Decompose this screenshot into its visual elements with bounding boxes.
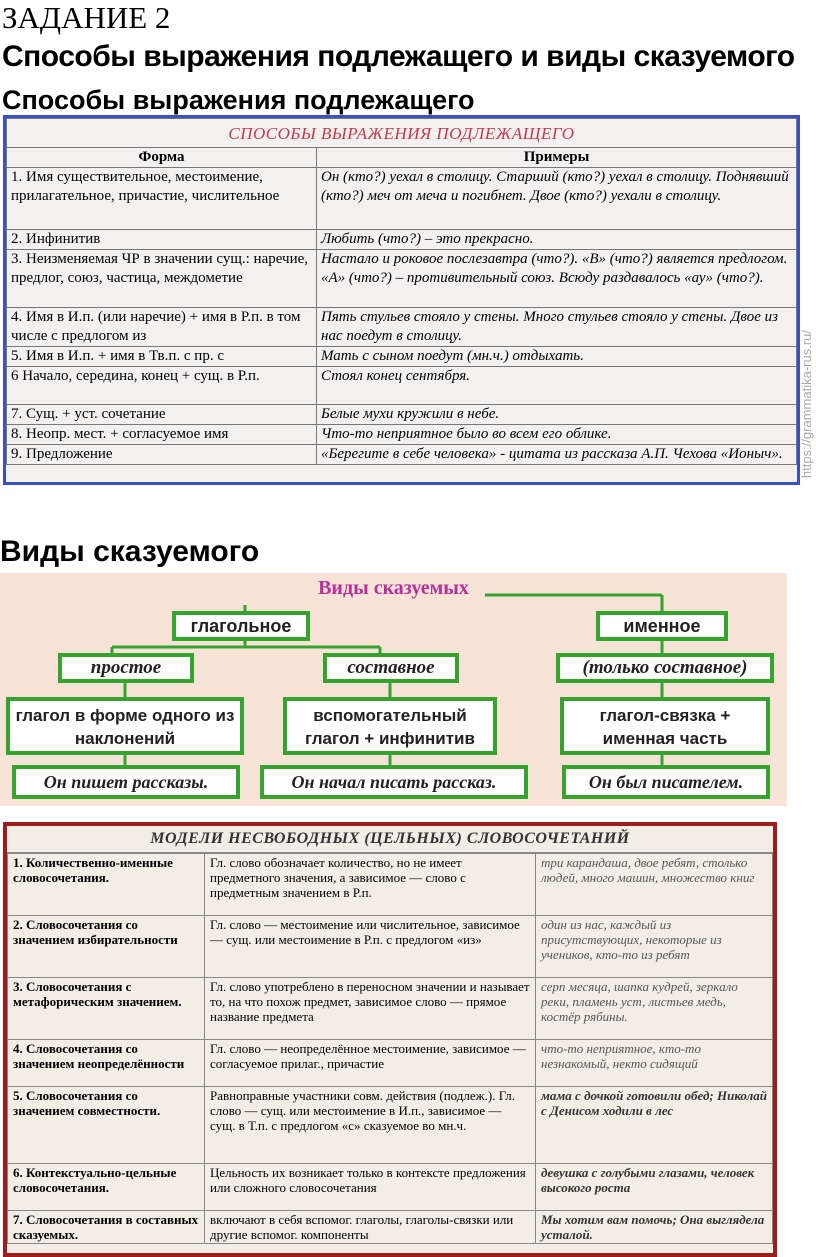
form-cell: 6 Начало, середина, конец + сущ. в Р.п. <box>7 367 317 405</box>
table-row <box>8 1164 773 1211</box>
only-compound-box: (только составное) <box>556 653 774 683</box>
example-cell: один из нас, каждый из присутствующих, некоторые из учеников, кто-то из ребят <box>536 916 773 978</box>
compound-description-box: вспомогательный глагол + инфинитив <box>283 697 497 755</box>
table-row <box>8 916 773 978</box>
description-cell: Гл. слово — неопределённое местоимение, зависимое — согласуемое прилаг., причастие <box>205 1040 536 1087</box>
table-row <box>7 308 797 347</box>
form-cell: 5. Имя в И.п. + имя в Тв.п. с пр. с <box>7 347 317 367</box>
example-cell: Что-то неприятное было во всем его облике. <box>317 425 797 445</box>
simple-box: простое <box>58 653 194 683</box>
verbal-box: глагольное <box>172 611 310 641</box>
example-cell: серп месяца, шапка кудрей, зеркало реки, пламень уст, листьев медь, костёр рябины. <box>536 978 773 1040</box>
example-cell: Пять стульев стояло у стены. Много стульев стояло у стены. Двое из нас поедут в столицу. <box>317 308 797 347</box>
name-cell: 6. Контекстуально-цельные словосочетания. <box>8 1164 205 1211</box>
example-cell: Он (кто?) уехал в столицу. Старший (кто?) уехал в столицу. Поднявший (кто?) меч от меча и погибнет. Двое (кто?) уехали в столицу. <box>317 168 797 230</box>
watermark: https://grammatika-rus.ru/ <box>799 330 814 479</box>
example-cell: Мы хотим вам помочь; Она выглядела усталой. <box>536 1211 773 1244</box>
name-cell: 7. Словосочетания в составных сказуемых. <box>8 1211 205 1244</box>
form-cell: 8. Неопр. мест. + согласуемое имя <box>7 425 317 445</box>
example-cell: Любить (что?) – это прекрасно. <box>317 230 797 250</box>
form-cell: 2. Инфинитив <box>7 230 317 250</box>
example-cell: девушка с голубыми глазами, человек высокого роста <box>536 1164 773 1211</box>
table-row <box>7 250 797 308</box>
compound-box: составное <box>323 653 459 683</box>
name-cell: 2. Словосочетания со значением избирательности <box>8 916 205 978</box>
nominal-description-box: глагол-связка + именная часть <box>560 697 770 755</box>
section-heading-subject: Способы выражения подлежащего <box>2 85 475 115</box>
description-cell: включают в себя вспомог. глаголы, глаголы-связки или другие вспомог. компоненты <box>205 1211 536 1244</box>
form-cell: 4. Имя в И.п. (или наречие) + имя в Р.п. в том числе с предлогом из <box>7 308 317 347</box>
example-compound: Он начал писать рассказ. <box>260 765 528 799</box>
name-cell: 3. Словосочетания с метафорическим значением. <box>8 978 205 1040</box>
example-cell: мама с дочкой готовили обед; Николай с Денисом ходили в лес <box>536 1087 773 1164</box>
example-cell: Стоял конец сентября. <box>317 367 797 405</box>
table-caption: СПОСОБЫ ВЫРАЖЕНИЯ ПОДЛЕЖАЩЕГО <box>7 119 797 148</box>
description-cell: Равноправные участники совм. действия (подлеж.). Гл. слово — сущ. или местоимение в И.п., зависимое — сущ. в Т.п. с предлогом «с» сказуемое во мн.ч. <box>205 1087 536 1164</box>
table-row <box>7 405 797 425</box>
section-heading-predicate: Виды сказуемого <box>0 535 260 568</box>
table-row <box>7 347 797 367</box>
table-row <box>7 168 797 230</box>
form-cell: 1. Имя существительное, местоимение, прилагательное, причастие, числительное <box>7 168 317 230</box>
description-cell: Гл. слово — местоимение или числительное, зависимое — сущ. или местоимение в Р.п. с предлогом «из» <box>205 916 536 978</box>
form-cell: 9. Предложение <box>7 445 317 465</box>
table-row <box>8 1211 773 1244</box>
table-row <box>7 445 797 465</box>
table-row <box>8 854 773 916</box>
predicate-diagram <box>0 573 787 806</box>
table-caption: МОДЕЛИ НЕСВОБОДНЫХ (ЦЕЛЬНЫХ) СЛОВОСОЧЕТАНИЙ <box>7 826 773 853</box>
table-row <box>8 1087 773 1164</box>
table-row <box>8 1040 773 1087</box>
page-title: Способы выражения подлежащего и виды сказуемого <box>2 40 795 73</box>
table-row <box>8 978 773 1040</box>
description-cell: Цельность их возникает только в контексте предложения или сложного словосочетания <box>205 1164 536 1211</box>
example-cell: «Берегите в себе человека» - цитата из рассказа А.П. Чехова «Ионыч». <box>317 445 797 465</box>
example-nominal: Он был писателем. <box>562 765 770 799</box>
example-cell: Настало и роковое послезавтра (что?). «В» (что?) является предлогом. «А» (что?) – противительный союз. Всюду раздавалось «ау» (что?). <box>317 250 797 308</box>
phrases-table <box>3 822 777 1257</box>
example-cell: Мать с сыном поедут (мн.ч.) отдыхать. <box>317 347 797 367</box>
form-cell: 3. Неизменяемая ЧР в значении сущ.: наречие, предлог, союз, частица, междометие <box>7 250 317 308</box>
column-header-examples: Примеры <box>317 148 797 168</box>
description-cell: Гл. слово употреблено в переносном значении и называет то, на что похож предмет, зависимое слово — прямое название предмета <box>205 978 536 1040</box>
example-simple: Он пишет рассказы. <box>12 765 240 799</box>
table-row <box>7 367 797 405</box>
subject-table <box>3 115 800 485</box>
table-row <box>7 230 797 250</box>
simple-description-box: глагол в форме одного из наклонений <box>6 697 244 755</box>
form-cell: 7. Сущ. + уст. сочетание <box>7 405 317 425</box>
example-cell: Белые мухи кружили в небе. <box>317 405 797 425</box>
column-header-form: Форма <box>7 148 317 168</box>
name-cell: 1. Количественно-именные словосочетания. <box>8 854 205 916</box>
name-cell: 4. Словосочетания со значением неопределённости <box>8 1040 205 1087</box>
example-cell: три карандаша, двое ребят, столько людей, много машин, множество книг <box>536 854 773 916</box>
table-row <box>7 425 797 445</box>
example-cell: что-то неприятное, кто-то незнакомый, некто сидящий <box>536 1040 773 1087</box>
description-cell: Гл. слово обозначает количество, но не имеет предметного значения, а зависимое — слово с предметным значением в Р.п. <box>205 854 536 916</box>
task-heading: ЗАДАНИЕ 2 <box>2 0 171 35</box>
nominal-box: именное <box>596 611 728 641</box>
name-cell: 5. Словосочетания со значением совместности. <box>8 1087 205 1164</box>
diagram-title: Виды сказуемых <box>318 577 469 599</box>
